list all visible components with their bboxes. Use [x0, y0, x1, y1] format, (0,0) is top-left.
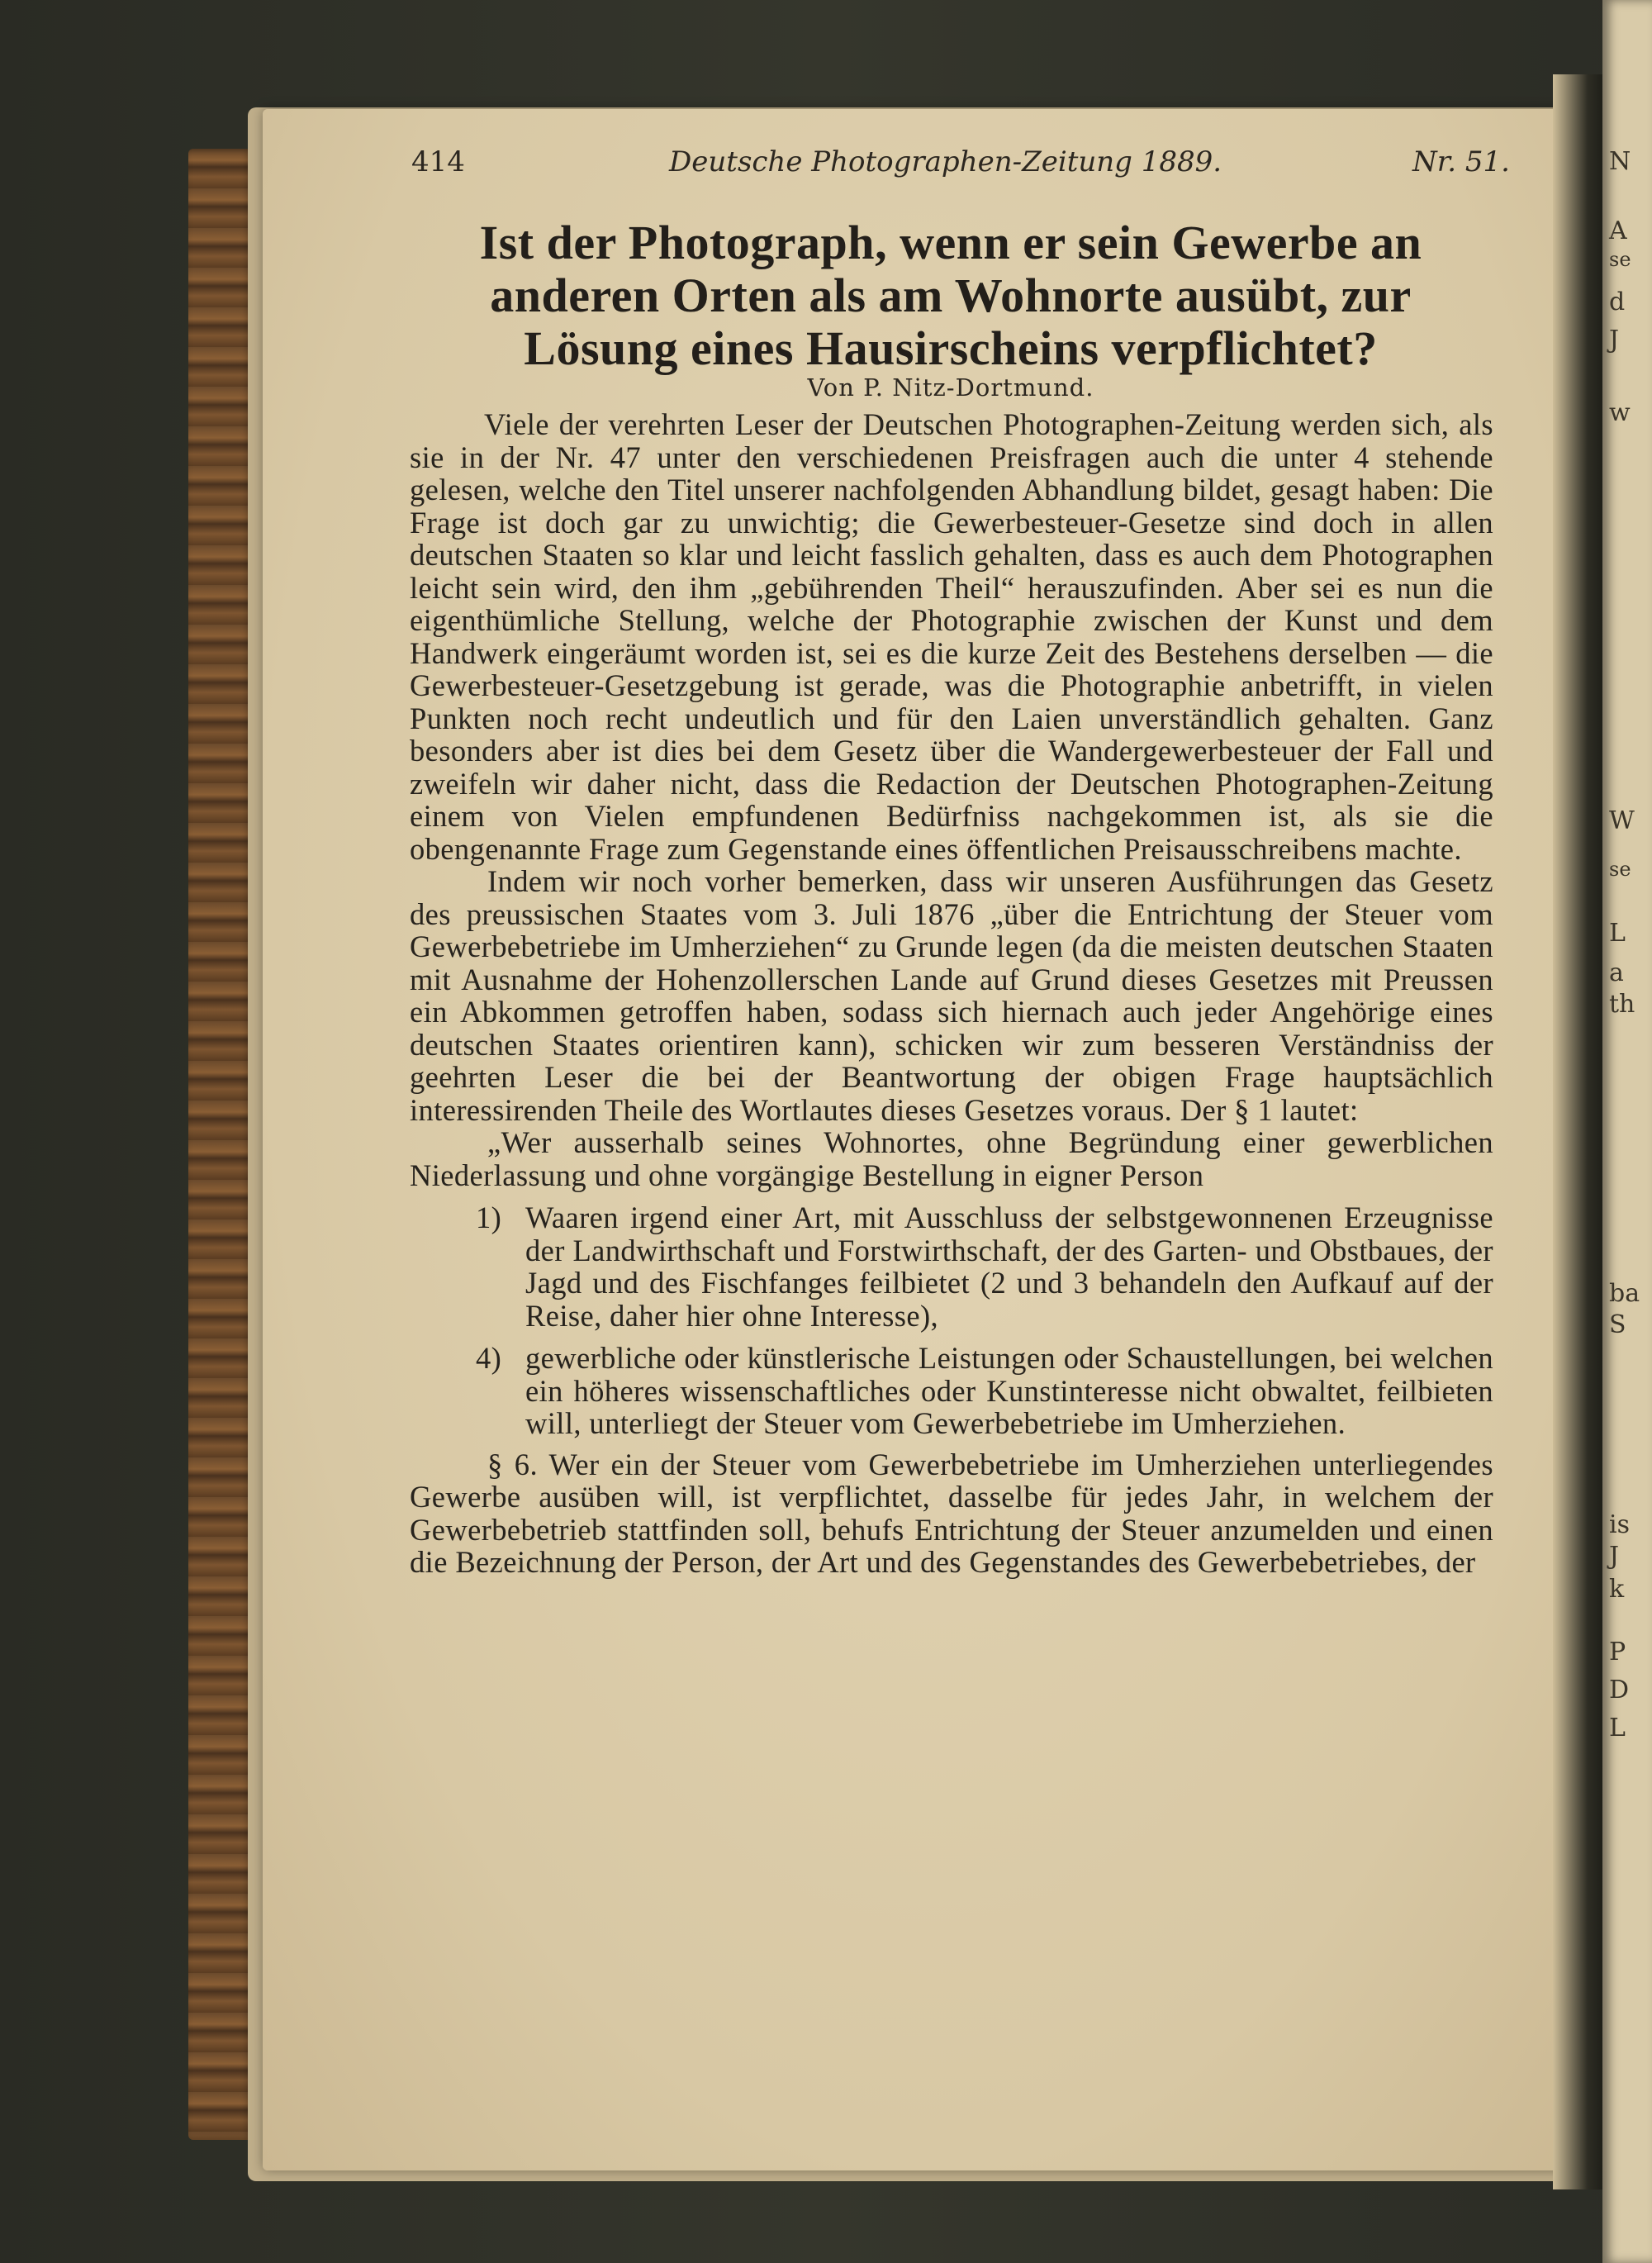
- article-body: [410, 408, 1493, 1579]
- article-title: Ist der Photograph, wenn er sein Gewerbe an anderen Orten als am Wohnorte ausübt, zur Lösung eines Hausirscheins verpflichtet?: [479, 216, 1422, 375]
- next-page-fragment: se: [1609, 858, 1631, 881]
- next-page-fragment: W: [1609, 806, 1635, 835]
- next-page-fragment: ba: [1609, 1279, 1640, 1308]
- next-page-fragment: P: [1609, 1638, 1626, 1666]
- next-page-fragment: N: [1609, 147, 1631, 176]
- next-page-fragment: th: [1609, 990, 1635, 1019]
- law-quote: „Wer ausserhalb seines Wohnortes, ohne Begründung einer gewerblichen Niederlassung und ohne vorgängige Bestellung in eigner Person: [410, 1125, 1493, 1192]
- item-number: 4): [476, 1341, 502, 1375]
- book-page-edges: [188, 149, 254, 2140]
- next-page-fragment: D: [1609, 1676, 1630, 1704]
- next-page-fragment: L: [1609, 1714, 1626, 1742]
- journal-title: Deutsche Photographen-Zeitung 1889.: [669, 145, 1222, 178]
- article-author: Von P. Nitz-Dortmund.: [807, 373, 1094, 402]
- next-page-fragment: a: [1609, 958, 1624, 987]
- next-page-fragment: J: [1609, 326, 1620, 354]
- next-page-fragment: d: [1609, 288, 1626, 316]
- next-page-fragment: is: [1609, 1510, 1630, 1539]
- law-item: [476, 1342, 1493, 1440]
- next-page-fragment: se: [1609, 248, 1631, 271]
- item-number: 1): [476, 1200, 502, 1234]
- item-text: gewerbliche oder künstlerische Leistungen oder Schaustellungen, bei welchen ein höheres wissenschaftliches oder Kunstinteresse nicht obwaltet, feilbieten will, unterliegt der Steuer vom Gewerbebetriebe im Umherziehen.: [525, 1341, 1493, 1440]
- book-gutter: [1553, 74, 1602, 2189]
- next-page-strip: [1602, 0, 1652, 2263]
- next-page-fragment: k: [1609, 1575, 1625, 1604]
- next-page-fragment: w: [1609, 398, 1631, 427]
- next-page-fragment: A: [1609, 216, 1627, 245]
- next-page-fragment: J: [1609, 1542, 1620, 1571]
- issue-number: Nr. 51.: [1412, 145, 1510, 178]
- page-number: 414: [411, 145, 465, 178]
- section-6-paragraph: § 6. Wer ein der Steuer vom Gewerbebetriebe im Umherziehen unterliegendes Gewerbe ausüben will, ist verpflichtet, dasselbe für jedes Jahr, in welchem der Gewerbebetrieb stattfinden soll, behufs Entrichtung der Steuer anzumelden und einen die Bezeichnung der Person, der Art und des Gegenstandes des Gewerbebetriebes, der: [410, 1447, 1493, 1579]
- running-header: [411, 145, 1510, 187]
- paragraph: Indem wir noch vorher bemerken, dass wir unseren Ausführungen das Gesetz des preussischen Staates vom 3. Juli 1876 „über die Entrichtung der Steuer vom Gewerbebetriebe im Umherziehen“ zu Grunde legen (da die meisten deutschen Staaten mit Ausnahme der Hohenzollerschen Lande auf Grund dieses Gesetzes mit Preussen ein Abkommen getroffen haben, sodass sich hiernach auch jeder Angehörige eines deutschen Staates orientiren kann), schicken wir zum besseren Verständniss der geehrten Leser die bei der Beantwortung der obigen Frage hauptsächlich interessirenden Theile des Wortlautes dieses Gesetzes voraus. Der § 1 lautet:: [410, 864, 1493, 1127]
- next-page-fragment: L: [1609, 919, 1626, 948]
- item-text: Waaren irgend einer Art, mit Ausschluss der selbstgewonnenen Erzeugnisse der Landwirthschaft und Forstwirthschaft, der des Garten- und Obstbaues, der Jagd und des Fischfanges feilbietet (2 und 3 behandeln den Aufkauf auf der Reise, daher hier ohne Interesse),: [525, 1200, 1493, 1333]
- law-item: [476, 1201, 1493, 1332]
- paragraph: Viele der verehrten Leser der Deutschen Photographen-Zeitung werden sich, als sie in der Nr. 47 unter den verschiedenen Preisfragen auch die unter 4 stehende gelesen, welche den Titel unserer nachfolgenden Abhandlung bildet, gesagt haben: Die Frage ist doch gar zu unwichtig; die Gewerbesteuer-Gesetze sind doch in allen deutschen Staaten so klar und leicht fasslich gehalten, dass es auch dem Photographen leicht sein wird, den ihm „gebührenden Theil“ herauszufinden. Aber sei es nun die eigenthümliche Stellung, welche der Photographie zwischen der Kunst und dem Handwerk eingeräumt worden ist, sei es die kurze Zeit des Bestehens derselben — die Gewerbesteuer-Gesetzgebung ist gerade, was die Photographie anbetrifft, in vielen Punkten noch recht undeutlich und für den Laien unverständlich gehalten. Ganz besonders aber ist dies bei dem Gesetz über die Wandergewerbesteuer der Fall und zweifeln wir daher nicht, dass die Redaction der Deutschen Photographen-Zeitung einem von Vielen empfundenen Bedürfniss nachgekommen ist, als sie die obengenannte Frage zum Gegenstande eines öffentlichen Preisausschreibens machte.: [410, 407, 1493, 866]
- next-page-fragment: S: [1609, 1310, 1626, 1339]
